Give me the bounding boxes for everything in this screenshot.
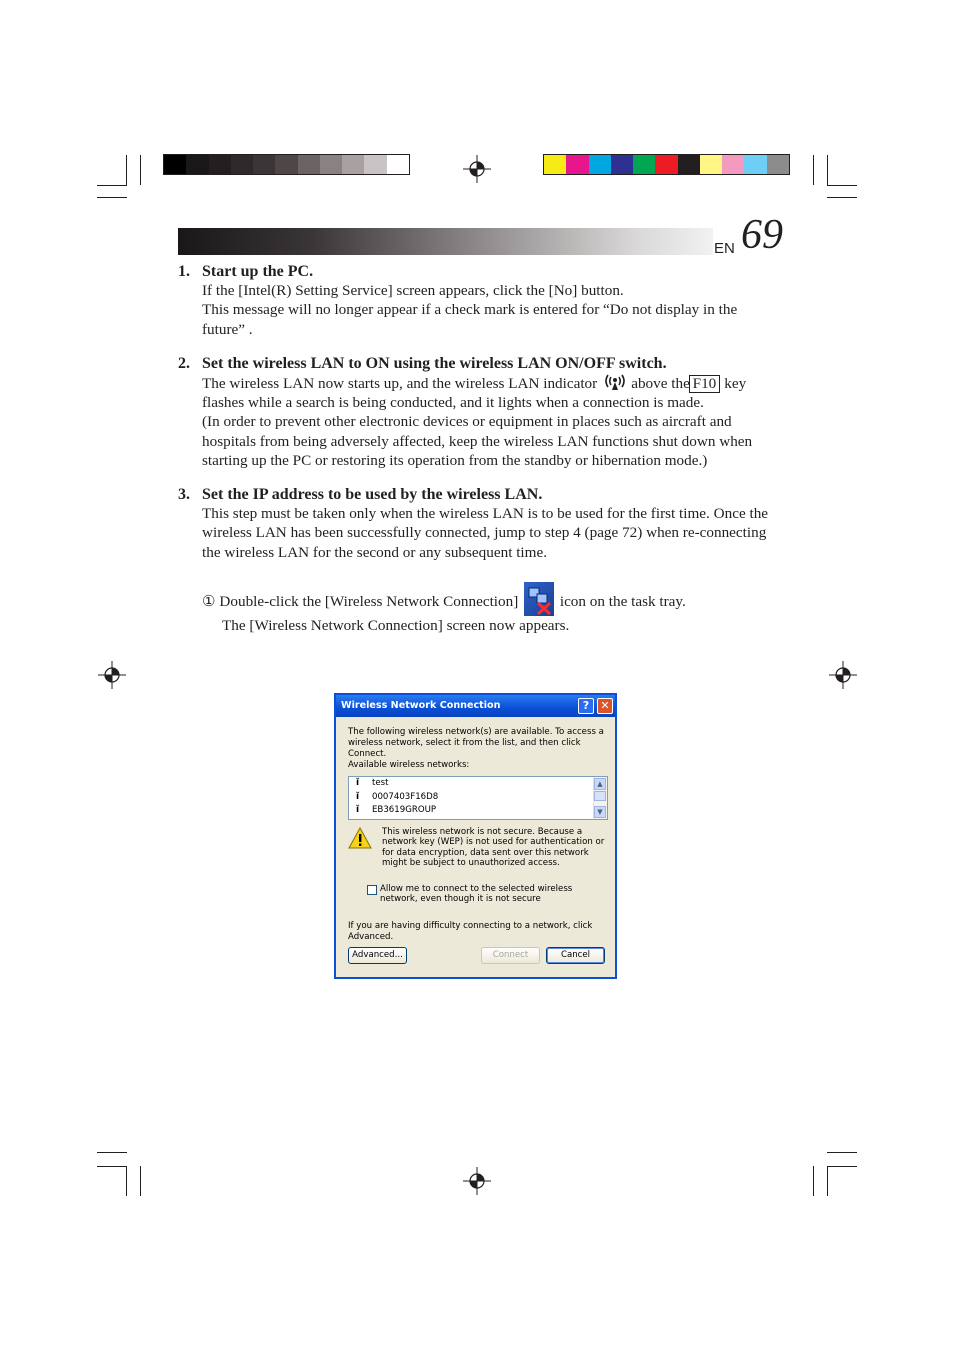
- crop-mark: [827, 197, 857, 198]
- crop-mark: [827, 185, 857, 186]
- color-swatch: [342, 155, 364, 174]
- list-item[interactable]: ǐ EB3619GROUP: [349, 804, 607, 818]
- color-swatch: [320, 155, 342, 174]
- color-swatch: [611, 155, 633, 174]
- help-button[interactable]: ?: [578, 698, 594, 714]
- wireless-network-icon: ǐ: [356, 791, 360, 802]
- crop-mark: [827, 155, 828, 185]
- crop-mark: [140, 1166, 141, 1196]
- color-swatch: [767, 155, 789, 174]
- network-list[interactable]: [348, 776, 608, 820]
- color-swatch: [186, 155, 208, 174]
- color-swatch: [722, 155, 744, 174]
- crop-mark: [140, 155, 141, 185]
- warning-icon: [348, 827, 372, 849]
- color-swatch: [633, 155, 655, 174]
- crop-mark: [97, 197, 127, 198]
- color-swatch: [589, 155, 611, 174]
- wireless-network-icon: ǐ: [356, 805, 360, 815]
- color-swatch: [678, 155, 700, 174]
- crop-mark: [827, 1166, 828, 1196]
- color-swatch: [700, 155, 722, 174]
- step-3-title: 3. Set the IP address to be used by the wireless LAN.: [178, 486, 543, 504]
- step-2-note: (In order to prevent other electronic devices or equipment in places such as aircraft and hospitals from being adversely affected, keep the wireless LAN functions shut down when starting up the PC or restoring its operation from the standby or hibernation mode.): [202, 413, 753, 469]
- color-swatch: [655, 155, 677, 174]
- registration-mark-icon: [463, 1167, 491, 1195]
- list-item[interactable]: ǐ 0007403F16D8: [349, 791, 607, 805]
- color-swatch: [744, 155, 766, 174]
- instructions: [178, 262, 788, 635]
- step-1-line-1: If the [Intel(R) Setting Service] screen appears, click the [No] button.: [202, 282, 624, 300]
- cancel-button[interactable]: Cancel: [546, 947, 605, 964]
- crop-mark: [827, 1152, 857, 1153]
- process-color-bar: [543, 154, 790, 175]
- crop-mark: [813, 1166, 814, 1196]
- scroll-up-button[interactable]: ▲: [594, 778, 606, 790]
- scroll-down-button[interactable]: ▼: [594, 806, 606, 818]
- crop-mark: [126, 1166, 127, 1196]
- dialog-intro: The following wireless network(s) are available. To access a wireless network, select it from the list, and then click Connect.: [348, 727, 604, 759]
- wireless-network-icon: ǐ: [356, 778, 360, 788]
- list-item[interactable]: ǐ test: [349, 777, 607, 791]
- color-swatch: [231, 155, 253, 174]
- step-1-line-2: This message will no longer appear if a check mark is entered for “Do not display in the future” .: [202, 301, 738, 338]
- step-3-text: This step must be taken only when the wireless LAN is to be used for the first time. Once the wireless LAN has been successfully connected, jump to step 4 (page 72) when re-connecting the wireless LAN for the second or any subsequent time.: [202, 505, 769, 561]
- wireless-network-connection-dialog: [334, 693, 617, 979]
- grayscale-color-bar: [163, 154, 410, 175]
- dialog-title: Wireless Network Connection: [341, 700, 501, 711]
- advanced-button[interactable]: Advanced...: [348, 947, 407, 964]
- f10-key: F10: [689, 375, 721, 393]
- security-warning: This wireless network is not secure. Because a network key (WEP) is not used for authentication or for data encryption, data sent over this network might be subject to unauthorized access.: [382, 827, 605, 869]
- list-scrollbar[interactable]: [593, 777, 607, 819]
- color-swatch: [209, 155, 231, 174]
- wireless-indicator-icon: [603, 373, 627, 391]
- step-2-title: 2. Set the wireless LAN to ON using the wireless LAN ON/OFF switch.: [178, 354, 667, 372]
- crop-mark: [813, 155, 814, 185]
- crop-mark: [97, 1166, 127, 1167]
- advanced-help-text: If you are having difficulty connecting to a network, click Advanced.: [348, 921, 593, 942]
- color-swatch: [544, 155, 566, 174]
- color-swatch: [364, 155, 386, 174]
- header-band: [178, 228, 713, 255]
- connect-button[interactable]: Connect: [481, 947, 540, 964]
- color-swatch: [566, 155, 588, 174]
- allow-insecure-label: Allow me to connect to the selected wireless network, even though it is not secure: [380, 884, 573, 905]
- color-swatch: [253, 155, 275, 174]
- crop-mark: [126, 155, 127, 185]
- crop-mark: [97, 1152, 127, 1153]
- wireless-network-connection-tray-icon: [524, 582, 554, 616]
- registration-mark-icon: [98, 661, 126, 689]
- allow-insecure-checkbox[interactable]: [367, 885, 377, 895]
- step-2-text: The wireless LAN now starts up, and the wireless LAN indicator above the F10 key flashes while a search is being conducted, and it lights when a connection is made.: [202, 375, 747, 412]
- available-networks-label: Available wireless networks:: [348, 760, 470, 770]
- scroll-thumb[interactable]: [594, 791, 606, 801]
- dialog-title-bar: [336, 695, 615, 717]
- registration-mark-icon: [463, 155, 491, 183]
- language-label: EN: [714, 240, 735, 257]
- color-swatch: [164, 155, 186, 174]
- crop-mark: [827, 1166, 857, 1167]
- step-1-title: 1. Start up the PC.: [178, 263, 314, 280]
- close-button[interactable]: ✕: [597, 698, 613, 714]
- color-swatch: [298, 155, 320, 174]
- color-swatch: [387, 155, 409, 174]
- page-number: 69: [741, 212, 783, 258]
- registration-mark-icon: [829, 661, 857, 689]
- color-swatch: [275, 155, 297, 174]
- crop-mark: [97, 185, 127, 186]
- step-3-substep: ① Double-click the [Wireless Network Connection] icon on the task tray. The [Wireless Network Connection] screen now appears.: [202, 582, 788, 635]
